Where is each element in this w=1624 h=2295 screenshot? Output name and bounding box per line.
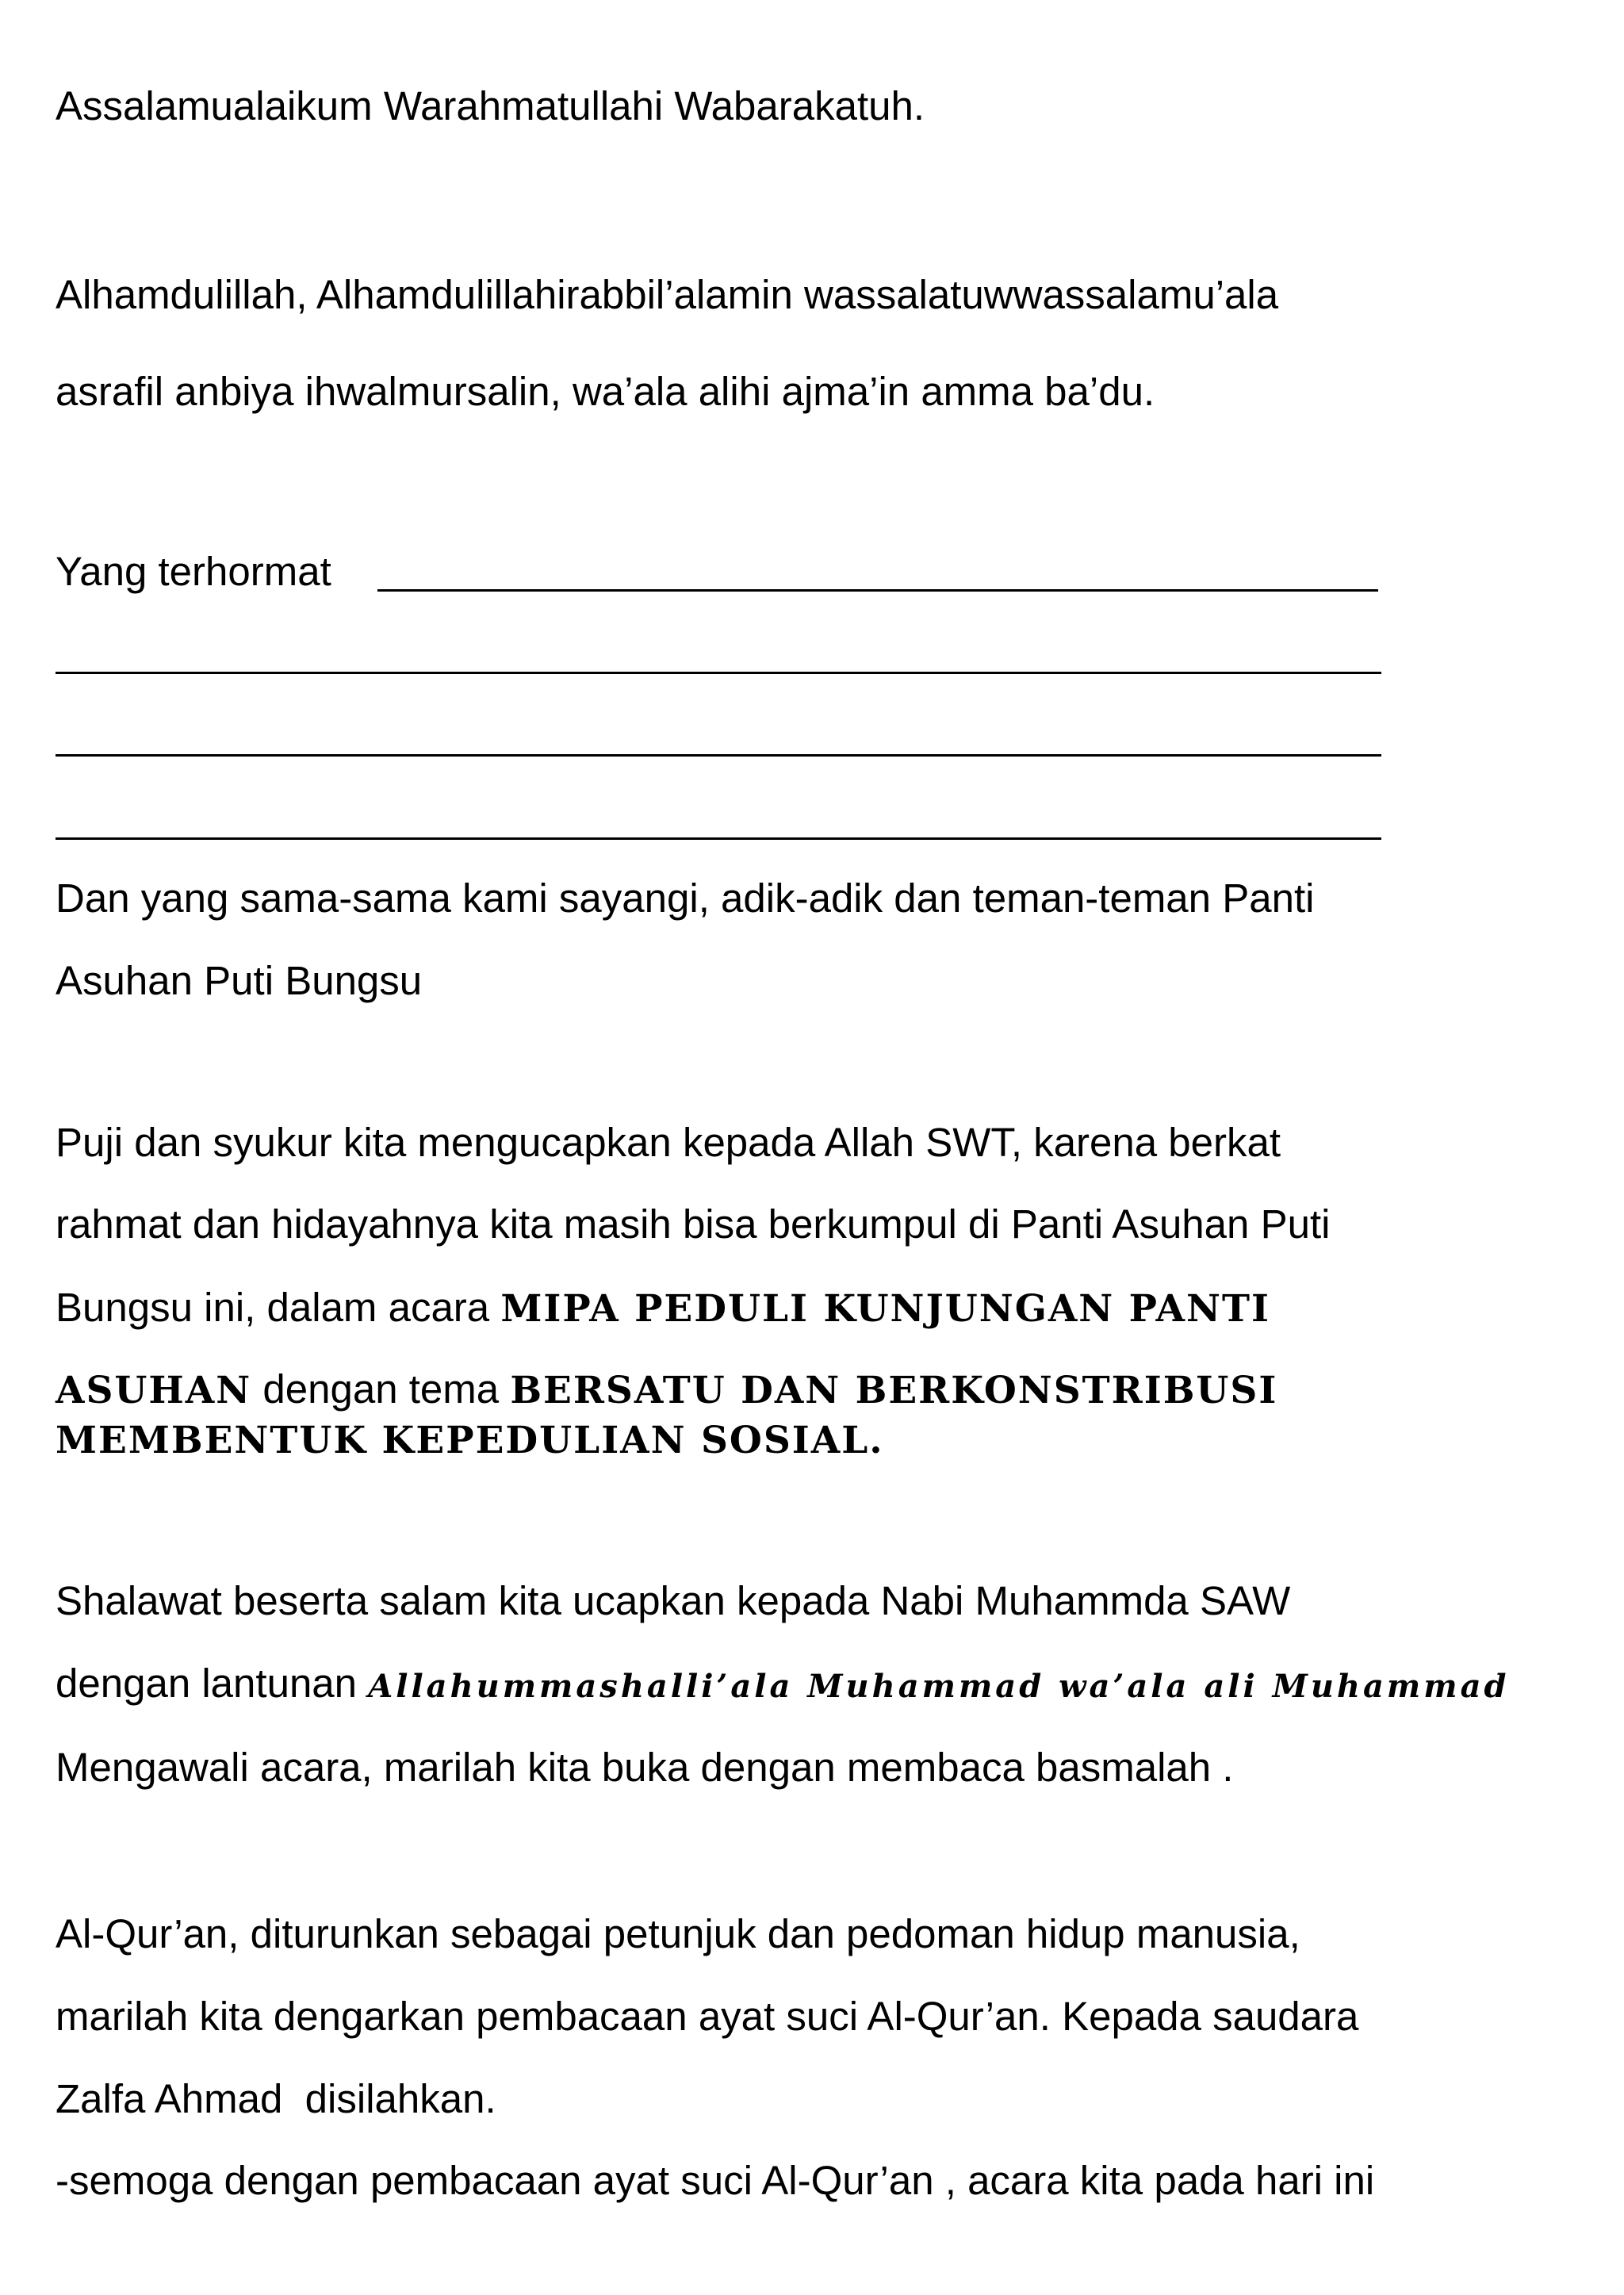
respected-label: Yang terhormat — [56, 549, 331, 594]
respected-blank-line-4 — [56, 837, 1381, 840]
quran-line-2: marilah kita dengarkan pembacaan ayat suci Al-Qur’an. Kepada saudara — [56, 1994, 1359, 2039]
audience-line-2: Asuhan Puti Bungsu — [56, 958, 423, 1003]
respected-blank-line-1 — [377, 589, 1378, 592]
shalawat-line-3: Mengawali acara, marilah kita buka dengan membaca basmalah . — [56, 1745, 1234, 1790]
shalawat-line-2-text: dengan lantunan — [56, 1661, 369, 1706]
shalawat-line-2 — [56, 1661, 1510, 1706]
respected-blank-line-3 — [56, 754, 1381, 757]
opening-line-1: Alhamdulillah, Alhamdulillahirabbil’alamin wassalatuwwassalamu’ala — [56, 272, 1279, 317]
event-name-emphasis: MIPA PEDULI KUNJUNGAN PANTI — [500, 1287, 1270, 1331]
praise-line-1: Puji dan syukur kita mengucapkan kepada Allah SWT, karena berkat — [56, 1120, 1281, 1165]
shalawat-script-text: Allahummashalli’ala Muhammad wa’ala ali Muhammad — [368, 1668, 1510, 1705]
greeting-text: Assalamualaikum Warahmatullahi Wabarakatuh. — [56, 83, 925, 128]
quran-line-4: -semoga dengan pembacaan ayat suci Al-Qur’an , acara kita pada hari ini — [56, 2158, 1375, 2203]
respected-blank-line-2 — [56, 672, 1381, 674]
event-name-emphasis-cont: ASUHAN — [56, 1369, 252, 1412]
praise-line-3-text: Bungsu ini, dalam acara — [56, 1285, 501, 1330]
theme-emphasis: BERSATU DAN BERKONSTRIBUSI — [510, 1369, 1278, 1412]
opening-line-2: asrafil anbiya ihwalmursalin, wa’ala alihi ajma’in amma ba’du. — [56, 369, 1155, 414]
praise-line-3 — [56, 1285, 1270, 1331]
praise-line-2: rahmat dan hidayahnya kita masih bisa berkumpul di Panti Asuhan Puti — [56, 1201, 1331, 1247]
theme-emphasis-cont: MEMBENTUK KEPEDULIAN SOSIAL. — [56, 1419, 884, 1462]
audience-line-1: Dan yang sama-sama kami sayangi, adik-adik dan teman-teman Panti — [56, 875, 1315, 921]
quran-line-1: Al-Qur’an, diturunkan sebagai petunjuk dan pedoman hidup manusia, — [56, 1911, 1300, 1956]
shalawat-line-1: Shalawat beserta salam kita ucapkan kepada Nabi Muhammda SAW — [56, 1578, 1291, 1623]
praise-line-4 — [56, 1366, 1278, 1412]
quran-line-3: Zalfa Ahmad disilahkan. — [56, 2076, 496, 2121]
praise-line-4-text: dengan tema — [251, 1366, 511, 1412]
